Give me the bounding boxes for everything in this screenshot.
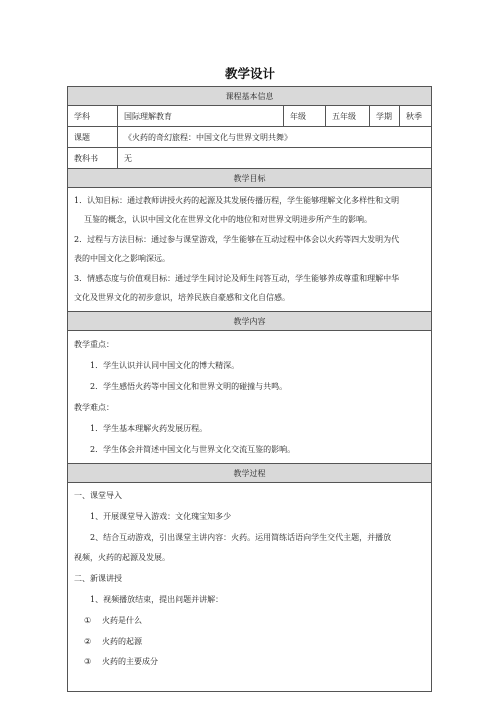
term-label: 学期	[370, 106, 400, 127]
process-step: 2、结合互动游戏，引出课堂主讲内容：火药。运用简练话语向学生交代主题，并播放	[90, 532, 392, 542]
lesson-plan-table	[67, 86, 432, 692]
key-points-label: 教学重点：	[74, 340, 114, 349]
goal-item	[74, 191, 425, 229]
goal-line: 互鉴的概念，认识中国文化在世界文化中的地位和对世界文明进步所产生的影响。	[84, 215, 372, 224]
textbook-label: 教科书	[68, 148, 118, 169]
goal-item	[74, 230, 425, 268]
question-item	[74, 652, 425, 673]
basic-info-header: 课程基本信息	[68, 87, 432, 106]
content-header: 教学内容	[68, 312, 432, 331]
process-body	[68, 483, 432, 692]
goal-item	[74, 269, 425, 307]
process-step: 1、开展课堂导入游戏：文化瑰宝知多少	[90, 511, 232, 521]
question-text: 火药是什么	[102, 615, 142, 625]
section-heading: 二、新课讲授	[74, 574, 122, 584]
difficulty-point: 2．学生体会并简述中国文化与世界文化交流互鉴的影响。	[90, 445, 296, 454]
question-item	[74, 611, 425, 632]
goal-line: 2．过程与方法目标：通过参与课堂游戏，学生能够在互动过程中体会以火药等四大发明为代	[74, 235, 400, 244]
term-value: 秋季	[400, 106, 432, 127]
page-title: 教学设计	[224, 66, 275, 81]
grade-label: 年级	[284, 106, 326, 127]
process-step: 1、视频播放结束，提出问题并讲解：	[90, 594, 224, 604]
question-item	[74, 632, 425, 653]
subject-value: 国际理解教育	[118, 106, 284, 127]
grade-value: 五年级	[326, 106, 370, 127]
goal-line: 文化及世界文化的初步意识，培养民族自豪感和文化自信感。	[74, 293, 290, 302]
difficulties-label: 教学难点：	[74, 403, 114, 412]
textbook-value: 无	[118, 148, 432, 169]
section-heading: 一、课堂导入	[74, 491, 122, 500]
circled-number: ①	[84, 615, 92, 625]
circled-number: ②	[84, 636, 92, 646]
goal-line: 表的中国文化之影响深远。	[74, 254, 170, 263]
difficulty-point: 1．学生基本理解火药发展历程。	[90, 424, 208, 433]
key-point: 2．学生感悟火药等中国文化和世界文明的碰撞与共鸣。	[90, 382, 288, 391]
content-body	[68, 331, 432, 464]
subject-label: 学科	[68, 106, 118, 127]
question-text: 火药的主要成分	[102, 657, 158, 667]
goals-body	[68, 188, 432, 312]
key-point: 1．学生认识并认同中国文化的博大精深。	[90, 361, 240, 370]
goal-line: 1．认知目标：通过教师讲授火药的起源及其发展传播历程，学生能够理解文化多样性和文明	[74, 196, 400, 205]
goal-line: 3．情感态度与价值观目标：通过学生间讨论及师生问答互动，学生能够养成尊重和理解中华	[74, 274, 400, 283]
topic-value: 《火药的奇幻旅程：中国文化与世界文明共舞》	[118, 127, 432, 148]
process-header: 教学过程	[68, 464, 432, 483]
topic-label: 课题	[68, 127, 118, 148]
circled-number: ③	[84, 657, 92, 667]
process-step-continued: 视频，火药的起源及发展。	[74, 553, 170, 563]
goals-header: 教学目标	[68, 169, 432, 188]
question-text: 火药的起源	[102, 636, 142, 646]
